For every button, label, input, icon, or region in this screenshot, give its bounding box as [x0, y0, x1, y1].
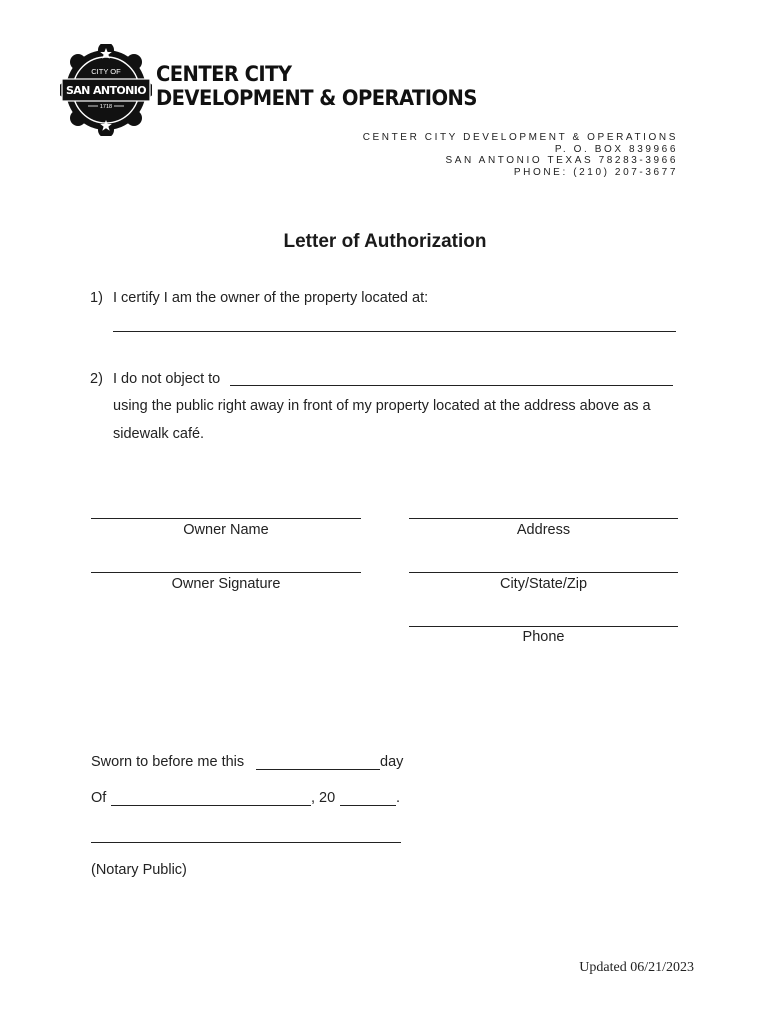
phone-label: Phone — [522, 629, 565, 645]
department-wordmark — [156, 62, 477, 110]
city-seal-logo — [60, 44, 152, 136]
updated-date: Updated 06/21/2023 — [579, 960, 694, 975]
notary-signature-field[interactable] — [91, 842, 401, 843]
year-prefix-text: , 20 — [311, 790, 336, 806]
address-field[interactable] — [409, 518, 678, 519]
sworn-text: Sworn to before me this — [91, 754, 245, 770]
wordmark-line-1: CENTER CITY — [156, 62, 292, 86]
month-field[interactable] — [111, 805, 311, 806]
owner-name-label: Owner Name — [183, 522, 269, 538]
period-text: . — [396, 790, 401, 806]
year-field[interactable] — [340, 805, 396, 806]
city-state-zip-label: City/State/Zip — [499, 576, 588, 592]
notary-public-label: (Notary Public) — [91, 862, 187, 878]
address-org: CENTER CITY DEVELOPMENT & OPERATIONS — [362, 132, 678, 143]
sworn-day-text: day — [380, 754, 404, 770]
item-1-number: 1) — [90, 290, 103, 306]
document-title: Letter of Authorization — [283, 231, 487, 252]
seal-city-of-text: CITY OF — [91, 67, 121, 76]
item-1-text: I certify I am the owner of the property located at: — [113, 290, 429, 306]
address-label: Address — [516, 522, 571, 538]
wordmark-line-2: DEVELOPMENT & OPERATIONS — [156, 86, 477, 110]
city-state-zip-field[interactable] — [409, 572, 678, 573]
owner-signature-label: Owner Signature — [171, 576, 281, 592]
of-text: Of — [91, 790, 107, 806]
department-address-block — [363, 132, 678, 178]
seal-year-text: 1718 — [99, 104, 113, 110]
item-2-line-3: sidewalk café. — [113, 426, 205, 442]
seal-san-antonio-text: SAN ANTONIO — [65, 84, 147, 97]
owner-signature-field[interactable] — [91, 572, 361, 573]
item-2-text: I do not object to — [113, 371, 221, 387]
address-city: SAN ANTONIO TEXAS 78283-3966 — [445, 155, 678, 166]
phone-field[interactable] — [409, 626, 678, 627]
owner-name-field[interactable] — [91, 518, 361, 519]
address-phone: PHONE: (210) 207-3677 — [513, 166, 678, 178]
address-po-box: P. O. BOX 839966 — [554, 143, 678, 155]
business-name-field[interactable] — [230, 385, 673, 386]
item-2-number: 2) — [90, 371, 103, 387]
item-2-line-2: using the public right away in front of my property located at the address above as a — [113, 398, 651, 414]
property-address-field[interactable] — [113, 331, 676, 332]
sworn-day-field[interactable] — [256, 769, 380, 770]
